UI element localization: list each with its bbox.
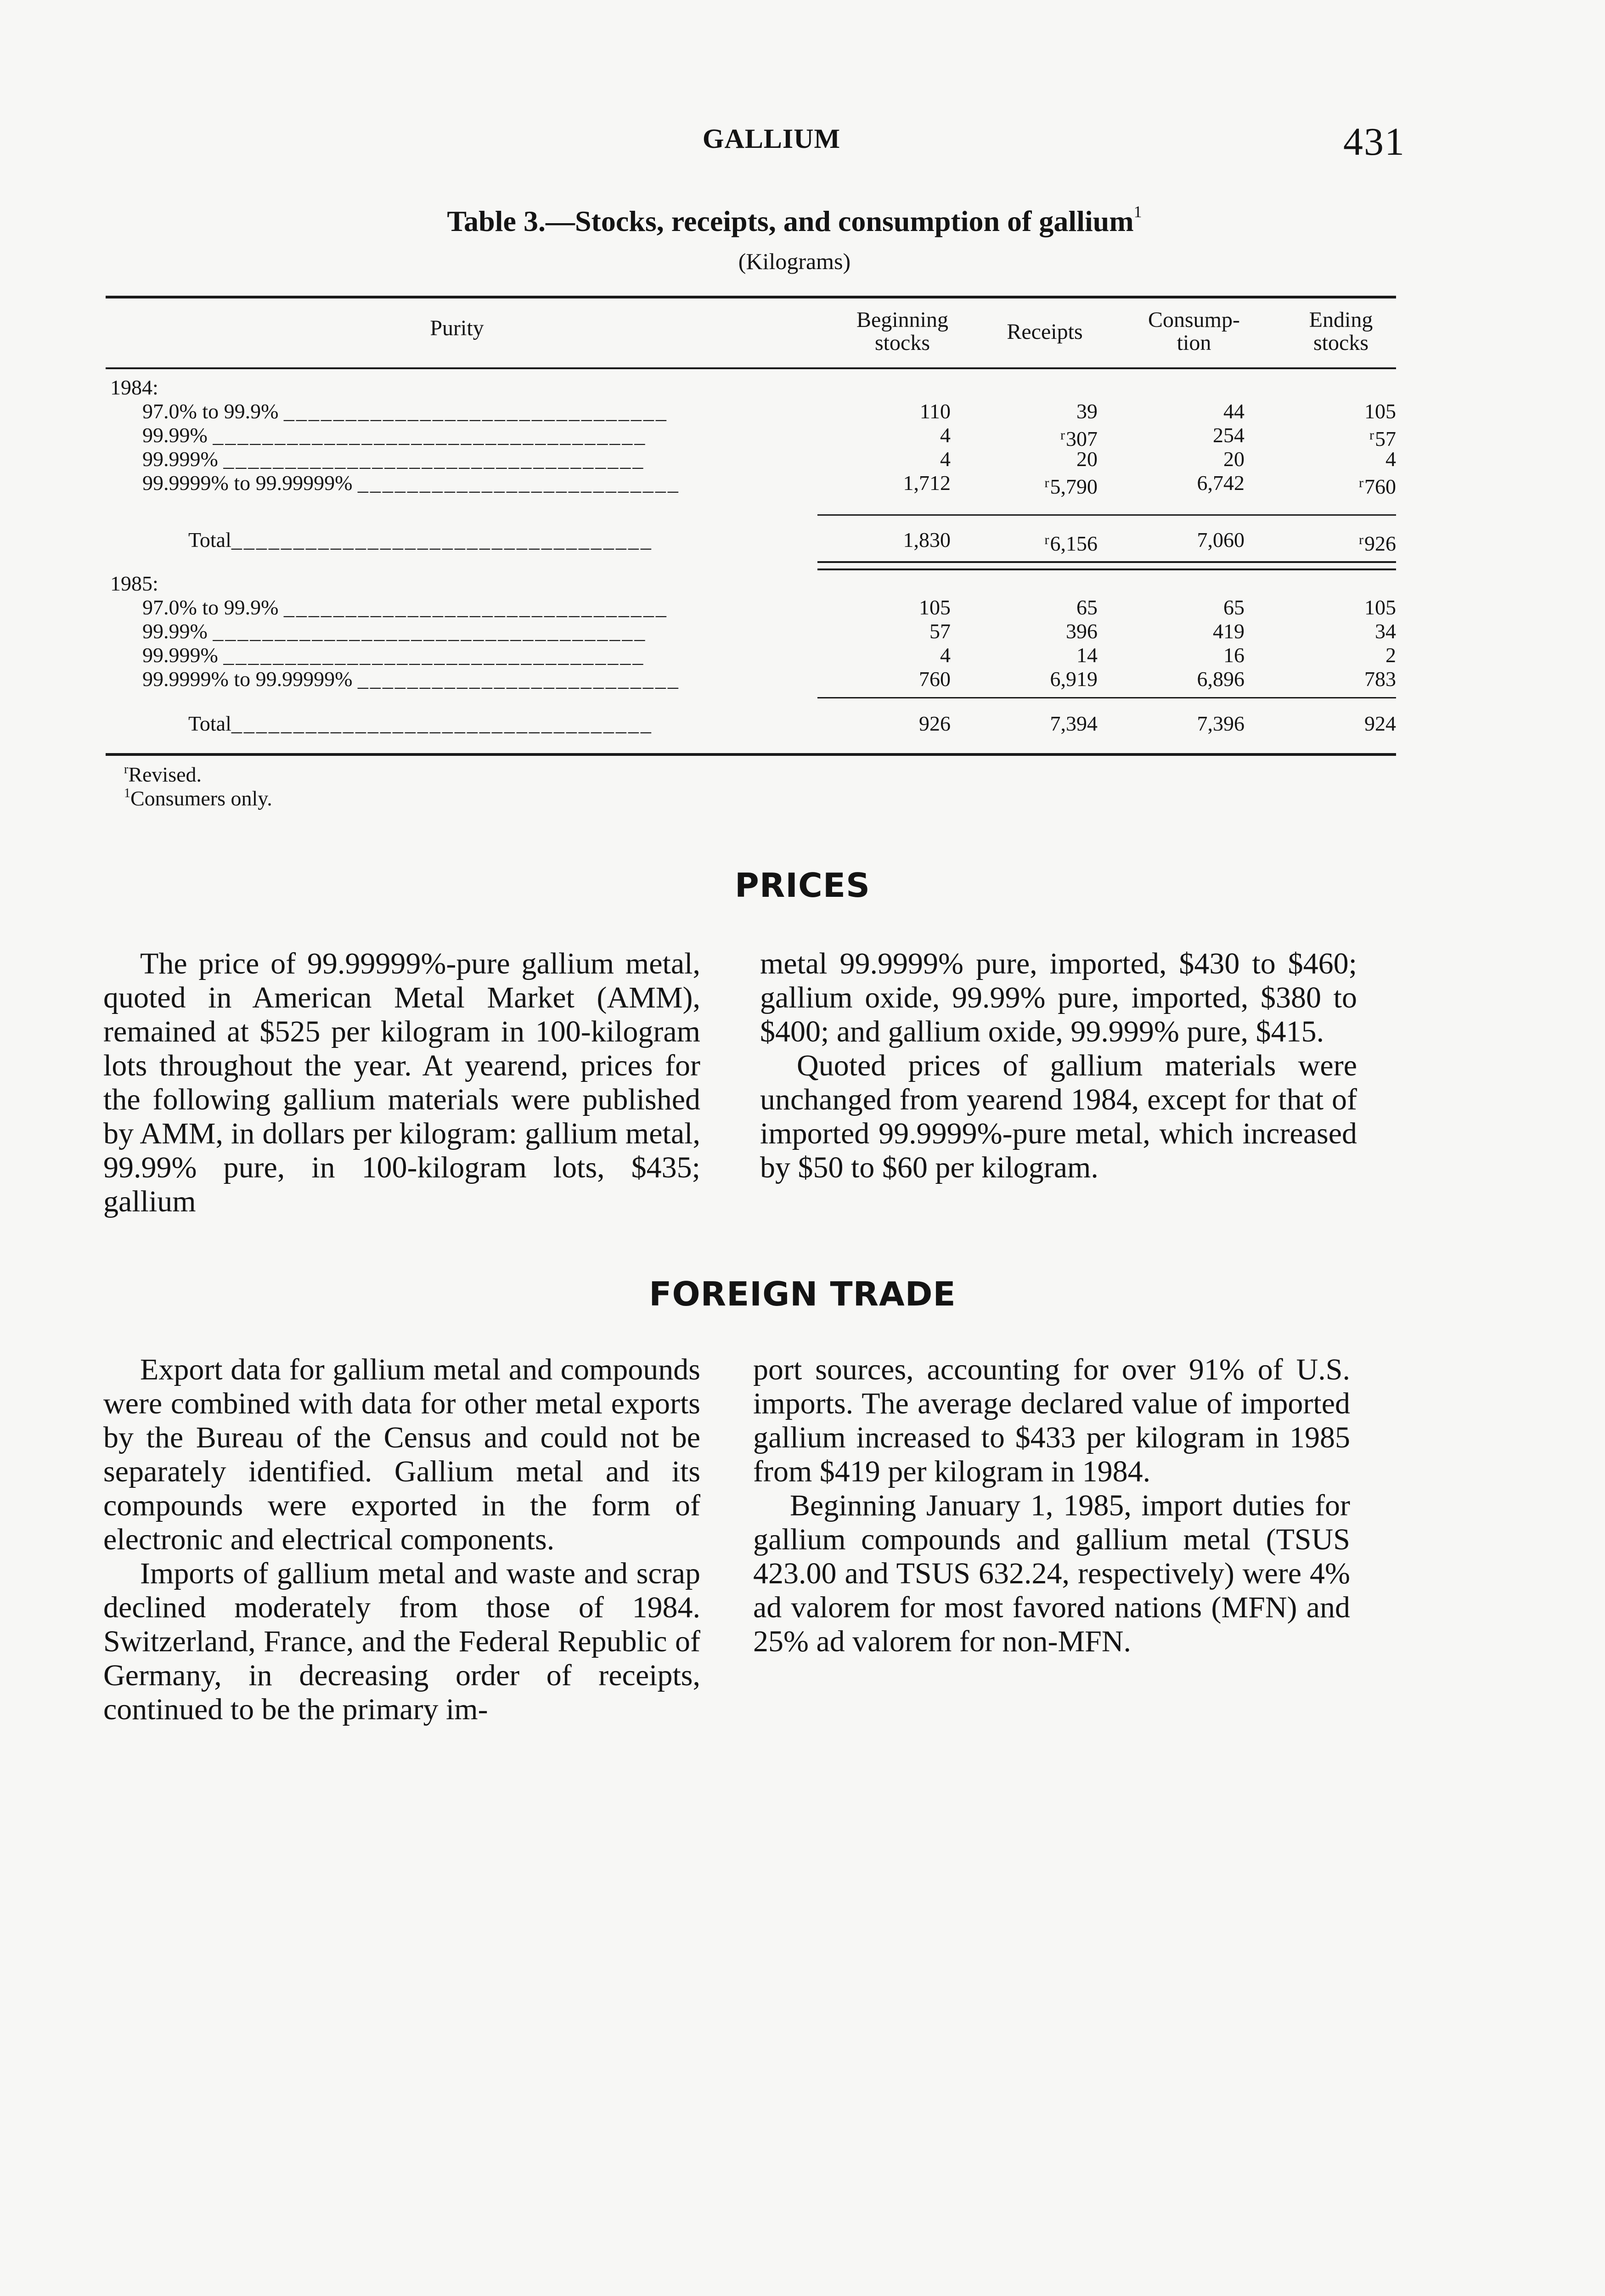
total-label: Total: [188, 528, 231, 551]
col-header-purity: Purity: [430, 316, 484, 340]
ending-stocks-value: 57: [1375, 427, 1396, 450]
beginning-stocks-value: 110: [919, 400, 951, 423]
consumption-value: 6,742: [1197, 471, 1245, 495]
receipts-value: 307: [1066, 427, 1098, 450]
paragraph: port sources, accounting for over 91% of U.S. imports. The average declared value of imported gallium increased to $433 per kilogram in 1985 from $419 per kilogram in 1984.: [753, 1353, 1350, 1488]
receipts-value: 396: [1066, 619, 1098, 643]
consumption-total: 7,396: [1197, 712, 1245, 735]
receipts-value: 65: [1076, 596, 1098, 619]
col-header-ending-line2: stocks: [1313, 331, 1368, 355]
paragraph: Imports of gallium metal and waste and scrap declined moderately from those of 1984. Switzerland, France, and the Federal Republic of Germany, in decreasing order of receipts, continued to be the primary im-: [103, 1557, 700, 1726]
col-header-ending-stocks: [1272, 309, 1410, 355]
table-row: 99.99% ___________________________________ 57 396 419 34: [142, 619, 1396, 643]
footnote-mark: 1: [124, 786, 130, 800]
paragraph: Beginning January 1, 1985, import duties for gallium compounds and gallium metal (TSUS 423.00 and TSUS 632.24, respectively) were 4% ad valorem for most favored nations (MFN) and 25% ad valorem for non-MFN.: [753, 1489, 1350, 1658]
revised-mark: r: [1369, 428, 1374, 443]
receipts-value: 20: [1076, 447, 1098, 471]
purity-label: 99.9999% to 99.99999%: [142, 471, 353, 495]
purity-label: 99.99%: [142, 423, 208, 447]
beginning-stocks-total: 926: [919, 712, 951, 735]
year-row-1985: [0, 572, 1605, 596]
beginning-stocks-value: 1,712: [903, 471, 951, 495]
consumption-value: 6,896: [1197, 667, 1245, 691]
total-label: Total: [188, 712, 231, 735]
footnote-revised: [124, 762, 202, 787]
table-title-text: Table 3.—Stocks, receipts, and consumption of gallium: [447, 205, 1134, 237]
beginning-stocks-value: 105: [919, 596, 951, 619]
prices-right-column: [760, 947, 1357, 1185]
ending-stocks-value: 4: [1385, 447, 1396, 471]
ending-stocks-value: 760: [1364, 475, 1396, 498]
table-title-note-mark: 1: [1133, 203, 1142, 221]
table-row: 99.99% ___________________________________ 4 $^r$307 254 $^r$57: [142, 423, 1396, 450]
table-row: 97.0% to 99.9% _______________________________ 105 65 65 105: [142, 596, 1396, 619]
purity-label: 99.999%: [142, 643, 218, 667]
table-header-rule: [106, 367, 1396, 369]
running-title: GALLIUM: [702, 124, 841, 154]
ending-stocks-total: 924: [1364, 712, 1396, 735]
section-heading-foreign-trade: FOREIGN TRADE: [649, 1275, 956, 1313]
col-header-beginning-line1: Beginning: [856, 308, 948, 332]
subtotal-rule-1984: [817, 514, 1396, 516]
consumption-value: 419: [1213, 619, 1245, 643]
beginning-stocks-value: 57: [929, 619, 951, 643]
consumption-value: 44: [1223, 400, 1245, 423]
revised-mark: r: [1359, 532, 1363, 547]
col-header-receipts: Receipts: [1007, 320, 1083, 344]
col-header-consumption: [1125, 309, 1263, 355]
consumption-value: 16: [1223, 643, 1245, 667]
purity-label: 97.0% to 99.9%: [142, 596, 279, 619]
col-header-consumption-line1: Consump-: [1148, 308, 1240, 332]
footnote-text: Consumers only.: [130, 787, 272, 810]
footnote-consumers: [124, 786, 272, 810]
revised-mark: r: [1044, 475, 1049, 490]
paragraph: Export data for gallium metal and compounds were combined with data for other metal exports by the Bureau of the Census and could not be separately identified. Gallium metal and its compounds were exported in the form of electronic and electrical components.: [103, 1353, 700, 1556]
paragraph: The price of 99.99999%-pure gallium metal, quoted in American Metal Market (AMM), remained at $525 per kilogram in 100-kilogram lots throughout the year. At yearend, prices for the following gallium materials were published by AMM, in dollars per kilogram: gallium metal, 99.99% pure, in 100-kilogram lots, $435; gallium: [103, 947, 700, 1218]
page-number: 431: [1343, 119, 1405, 163]
paragraph: Quoted prices of gallium materials were unchanged from yearend 1984, except for that of imported 99.9999%-pure metal, which increased by $50 to $60 per kilogram.: [760, 1049, 1357, 1184]
col-header-consumption-line2: tion: [1177, 331, 1211, 355]
year-label: 1984:: [110, 376, 158, 399]
year-row-1984: [0, 376, 1605, 400]
receipts-value: 14: [1076, 643, 1098, 667]
table-units: (Kilograms): [738, 248, 851, 274]
revised-mark: r: [1359, 475, 1363, 490]
col-header-beginning-line2: stocks: [875, 331, 930, 355]
table-bottom-rule: [106, 753, 1396, 756]
footnote-text: Revised.: [128, 763, 202, 786]
ending-stocks-value: 105: [1364, 596, 1396, 619]
beginning-stocks-value: 4: [940, 423, 951, 447]
purity-label: 99.99%: [142, 619, 208, 643]
table-top-rule: [106, 296, 1396, 298]
beginning-stocks-value: 760: [919, 667, 951, 691]
double-rule-b: [817, 568, 1396, 570]
ending-stocks-value: 2: [1385, 643, 1396, 667]
beginning-stocks-value: 4: [940, 447, 951, 471]
receipts-value: 6,919: [1050, 667, 1098, 691]
receipts-value: 39: [1076, 400, 1098, 423]
ending-stocks-value: 105: [1364, 400, 1396, 423]
purity-label: 99.9999% to 99.99999%: [142, 667, 353, 691]
prices-left-column: [103, 947, 700, 1219]
section-heading-prices: PRICES: [735, 866, 870, 905]
consumption-total: 7,060: [1197, 528, 1245, 551]
consumption-value: 20: [1223, 447, 1245, 471]
purity-label: 99.999%: [142, 447, 218, 471]
beginning-stocks-value: 4: [940, 643, 951, 667]
ending-stocks-value: 34: [1375, 619, 1396, 643]
table-row: 99.9999% to 99.99999% __________________________ 760 6,919 6,896 783: [142, 667, 1396, 691]
table-row: 99.9999% to 99.99999% __________________________ 1,712 $^r$5,790 6,742 $^r$760: [142, 471, 1396, 498]
col-header-ending-line1: Ending: [1309, 308, 1373, 332]
total-row-1985: Total__________________________________ 926 7,394 7,396 924: [188, 712, 1396, 735]
table-row: 99.999% __________________________________ 4 20 20 4: [142, 447, 1396, 471]
receipts-value: 5,790: [1050, 475, 1098, 498]
consumption-value: 254: [1213, 423, 1245, 447]
revised-mark: r: [1044, 532, 1049, 547]
table-title: [106, 202, 1483, 238]
table-row: 99.999% __________________________________ 4 14 16 2: [142, 643, 1396, 667]
ending-stocks-value: 783: [1364, 667, 1396, 691]
beginning-stocks-total: 1,830: [903, 528, 951, 551]
year-label: 1985:: [110, 572, 158, 595]
receipts-total: 6,156: [1050, 532, 1098, 555]
paragraph: metal 99.9999% pure, imported, $430 to $460; gallium oxide, 99.99% pure, imported, $380 to $400; and gallium oxide, 99.999% pure, $415.: [760, 947, 1357, 1048]
footnote-mark: r: [124, 762, 129, 777]
foreign-trade-left-column: [103, 1353, 700, 1727]
subtotal-rule-1985: [817, 697, 1396, 698]
consumption-value: 65: [1223, 596, 1245, 619]
receipts-total: 7,394: [1050, 712, 1098, 735]
purity-label: 97.0% to 99.9%: [142, 400, 279, 423]
ending-stocks-total: 926: [1364, 532, 1396, 555]
revised-mark: r: [1060, 428, 1065, 443]
foreign-trade-right-column: [753, 1353, 1350, 1659]
total-row-1984: Total__________________________________ 1,830 $^r$6,156 7,060 $^r$926: [188, 528, 1396, 555]
double-rule-a: [817, 561, 1396, 563]
col-header-beginning-stocks: [836, 309, 969, 355]
table-row: 97.0% to 99.9% _______________________________ 110 39 44 105: [142, 400, 1396, 423]
